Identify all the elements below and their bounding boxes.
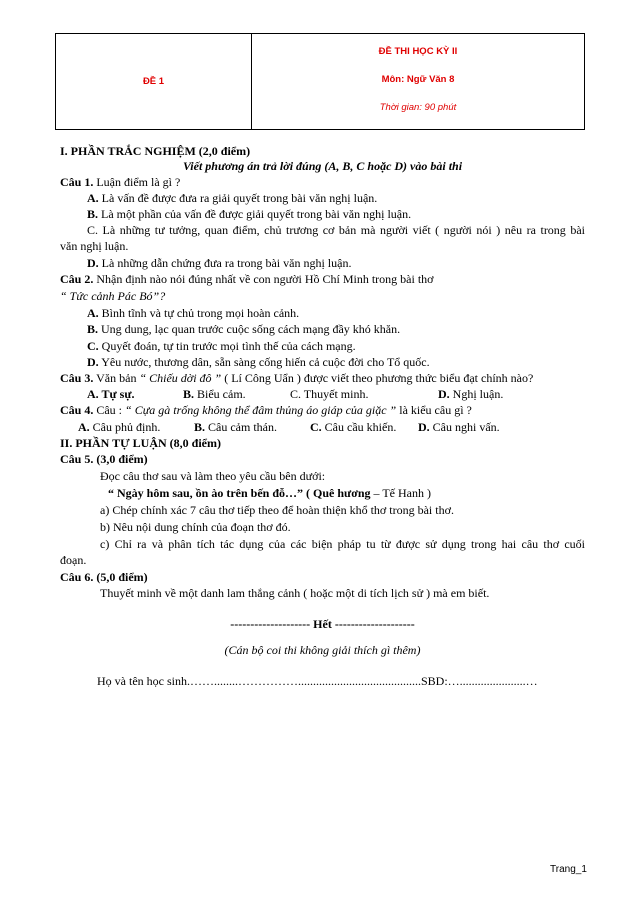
q3-label: Câu 3. (60, 371, 94, 385)
q5-quote-line (108, 486, 431, 500)
page-number: Trang_1 (550, 864, 587, 875)
end-marker: -------------------- Hết -------------------- (230, 617, 415, 631)
student-info-line: Họ và tên học sinh.……........…………….........................................SBD:…......................… (97, 674, 538, 688)
q2-label: Câu 2. (60, 272, 94, 286)
q1-a-label: A. (87, 191, 99, 205)
exam-subject: Môn: Ngữ Văn 8 (381, 74, 455, 85)
q1-option-a (87, 191, 377, 205)
q4-d-text: Câu nghi vấn. (429, 420, 500, 434)
q2-text: Nhận định nào nói đúng nhất về con người Hồ Chí Minh trong bài thơ (93, 272, 434, 286)
q4-b-label: B. (194, 420, 206, 434)
q4-option-c (310, 420, 396, 434)
q4-a-text: Câu phủ định. (89, 420, 161, 434)
q6-label: Câu 6. (5,0 điểm) (60, 570, 148, 584)
q3-d-label: D. (438, 387, 450, 401)
q2-a-label: A. (87, 306, 99, 320)
part2-title: II. PHẦN TỰ LUẬN (8,0 điểm) (60, 436, 221, 450)
q3-post: ( Lí Công Uẩn ) được viết theo phương thức biểu đạt chính nào? (221, 371, 534, 385)
exam-time: Thời gian: 90 phút (379, 102, 457, 113)
q2-c-text: Quyết đoán, tự tin trước mọi tình thế của cách mạng. (98, 339, 356, 353)
q6-text: Thuyết minh về một danh lam thắng cảnh ( hoặc một di tích lịch sử ) mà em biết. (100, 586, 490, 600)
q2-option-d (87, 355, 430, 369)
exam-info-cell (252, 34, 584, 129)
q1-option-c-line1: C. Là những tư tưởng, quan điểm, chủ trương cơ bản mà người viết ( người nói ) nêu ra trong bài (87, 223, 585, 237)
q5-task-a: a) Chép chính xác 7 câu thơ tiếp theo để hoàn thiện khổ thơ trong bài thơ. (100, 503, 454, 517)
q1-option-c-line2: văn nghị luận. (60, 239, 129, 253)
q2-d-label: D. (87, 355, 99, 369)
q4-prompt (60, 403, 472, 417)
q4-option-a (78, 420, 160, 434)
q3-option-a: A. Tự sự. (87, 387, 135, 401)
q4-quote: “ Cựa gà trống không thể đâm thủng áo giáp của giặc ” (125, 403, 397, 417)
q3-work: “ Chiếu dời đô ” (139, 371, 222, 385)
q5-task-b: b) Nêu nội dung chính của đoạn thơ đó. (100, 520, 291, 534)
q4-label: Câu 4. (60, 403, 94, 417)
q3-option-c: C. Thuyết minh. (290, 387, 369, 401)
q2-prompt (60, 272, 434, 286)
proctor-note: (Cán bộ coi thi không giải thích gì thêm) (224, 643, 421, 657)
q3-b-text: Biểu cảm. (194, 387, 246, 401)
q4-c-text: Câu cầu khiến. (321, 420, 397, 434)
q3-b-label: B. (183, 387, 195, 401)
q1-option-d (87, 256, 351, 270)
q4-option-d (418, 420, 500, 434)
q4-pre: Câu : (93, 403, 126, 417)
q3-d-text: Nghị luận. (449, 387, 504, 401)
q2-option-a (87, 306, 299, 320)
q5-task-c-line2: đoạn. (60, 553, 87, 567)
q2-d-text: Yêu nước, thương dân, sẵn sàng cống hiến cả cuộc đời cho Tổ quốc. (98, 355, 430, 369)
q1-d-label: D. (87, 256, 99, 270)
q2-b-text: Ung dung, lạc quan trước cuộc sống cách mạng đầy khó khăn. (98, 322, 401, 336)
exam-title: ĐỀ THI HỌC KỲ II (378, 46, 458, 57)
q1-prompt (60, 175, 180, 189)
q3-option-b (183, 387, 246, 401)
exam-header-table (55, 33, 585, 130)
q4-option-b (194, 420, 277, 434)
q3-prompt (60, 371, 533, 385)
q4-d-label: D. (418, 420, 430, 434)
q2-a-text: Bình tĩnh và tự chủ trong mọi hoàn cảnh. (98, 306, 300, 320)
q4-b-text: Câu cảm thán. (205, 420, 277, 434)
q5-author: – Tế Hanh ) (370, 486, 431, 500)
q1-b-text: Là một phần của vấn đề được giải quyết trong bài văn nghị luận. (98, 207, 412, 221)
q1-option-b (87, 207, 411, 221)
q1-text: Luận điểm là gì ? (93, 175, 181, 189)
q2-poem-title: “ Tức cảnh Pác Bó”? (60, 289, 166, 303)
q5-quote: “ Ngày hôm sau, ồn ào trên bến đỗ…” ( Quê hương (108, 486, 371, 500)
q1-a-text: Là vấn đề được đưa ra giải quyết trong bài văn nghị luận. (98, 191, 378, 205)
part1-title: I. PHẦN TRẮC NGHIỆM (2,0 điểm) (60, 144, 251, 158)
q3-pre: Văn bản (93, 371, 140, 385)
q2-option-b (87, 322, 400, 336)
q1-b-label: B. (87, 207, 99, 221)
q1-label: Câu 1. (60, 175, 94, 189)
part1-instruction: Viết phương án trả lời đúng (A, B, C hoặc D) vào bài thi (182, 159, 463, 173)
q4-a-label: A. (78, 420, 90, 434)
exam-code: ĐỀ 1 (56, 34, 252, 129)
q2-option-c (87, 339, 356, 353)
q5-task-c-line1: c) Chỉ ra và phân tích tác dụng của các biện pháp tu từ được sử dụng trong hai câu thơ cuối (100, 537, 585, 551)
q1-d-text: Là những dẫn chứng đưa ra trong bài văn nghị luận. (98, 256, 352, 270)
q2-c-label: C. (87, 339, 99, 353)
q4-c-label: C. (310, 420, 322, 434)
q3-option-d (438, 387, 503, 401)
q2-b-label: B. (87, 322, 99, 336)
q5-label: Câu 5. (3,0 điểm) (60, 452, 148, 466)
q5-intro: Đọc câu thơ sau và làm theo yêu cầu bên dưới: (100, 469, 326, 483)
q4-post: là kiểu câu gì ? (396, 403, 472, 417)
